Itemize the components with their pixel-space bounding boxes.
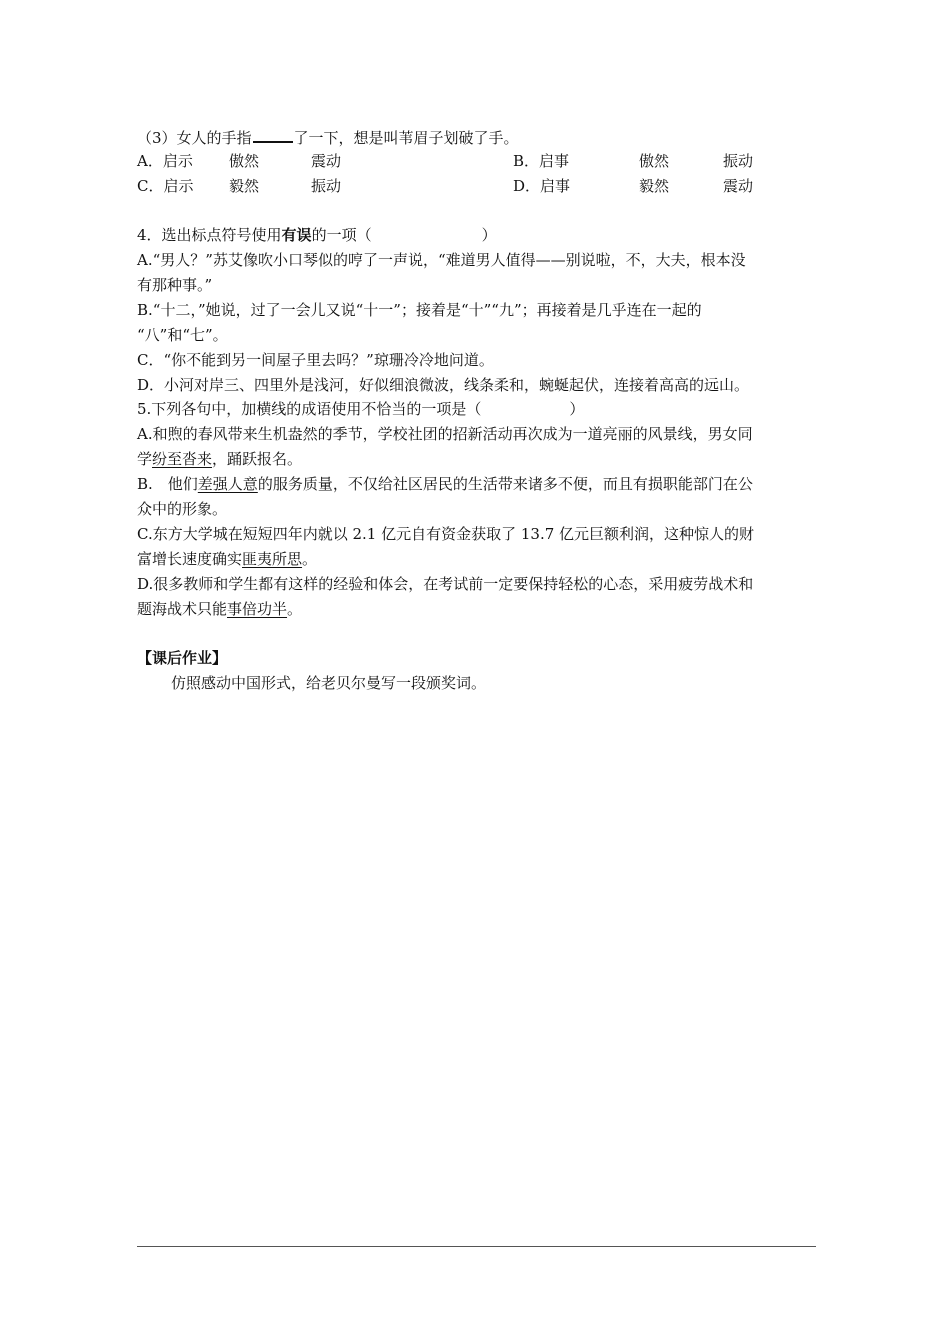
underlined-idiom: 差强人意 bbox=[197, 475, 258, 493]
q5-option-b-line2: 众中的形象。 bbox=[137, 500, 228, 518]
option-d-word1: D．启事 bbox=[513, 177, 571, 195]
q4-option-a-line2: 有那种事。” bbox=[137, 276, 213, 294]
homework-heading: 【课后作业】 bbox=[137, 649, 228, 667]
underlined-idiom: 匪夷所思 bbox=[242, 550, 303, 568]
q4-option-b-line1: B.“十二，”她说，过了一会儿又说“十一”；接着是“十”“九”；再接着是几乎连在一起的 bbox=[137, 301, 702, 319]
q5-option-c-line1: C.东方大学城在短短四年内就以 2.1 亿元自有资金获取了 13.7 亿元巨额利润，这种惊人的财 bbox=[137, 525, 755, 543]
option-b-word1: B．启事 bbox=[513, 152, 570, 170]
option-a-word2: 傲然 bbox=[229, 152, 260, 170]
option-b-word3: 振动 bbox=[723, 152, 754, 170]
q5-option-a-line2: 学纷至沓来，踊跃报名。 bbox=[137, 450, 303, 468]
q5-option-b-line1: B. 他们差强人意的服务质量，不仅给社区居民的生活带来诸多不便，而且有损职能部门在公 bbox=[137, 475, 753, 493]
option-d-word3: 震动 bbox=[723, 177, 754, 195]
q5-option-d-line2: 题海战术只能事倍功半。 bbox=[137, 600, 303, 618]
q5-option-c-line2: 富增长速度确实匪夷所思。 bbox=[137, 550, 318, 568]
option-c-word1: C．启示 bbox=[137, 177, 194, 195]
q4-option-a-line1: A.“男人？”苏艾像吹小口琴似的哼了一声说，“难道男人值得——别说啦，不，大夫，根本没 bbox=[137, 251, 746, 269]
option-d-word2: 毅然 bbox=[639, 177, 670, 195]
option-c-word2: 毅然 bbox=[229, 177, 260, 195]
answer-blank bbox=[253, 127, 293, 143]
homework-text: 仿照感动中国形式，给老贝尔曼写一段颁奖词。 bbox=[171, 674, 487, 692]
footer-divider bbox=[137, 1246, 816, 1247]
q4-option-c: C．“你不能到另一间屋子里去吗？”琼珊冷冷地问道。 bbox=[137, 351, 494, 369]
underlined-idiom: 纷至沓来 bbox=[152, 450, 213, 468]
q5-stem: 5.下列各句中，加横线的成语使用不恰当的一项是（ ） bbox=[137, 400, 585, 418]
q4-stem: 4．选出标点符号使用有误的一项（ ） bbox=[137, 226, 497, 244]
q4-option-d: D．小河对岸三、四里外是浅河，好似细浪微波，线条柔和，蜿蜒起伏，连接着高高的远山。 bbox=[137, 376, 750, 394]
q3-stem: （3）女人的手指 了一下，想是叫苇眉子划破了手。 bbox=[137, 129, 519, 147]
emphasis-text: 有误 bbox=[281, 226, 312, 244]
option-b-word2: 傲然 bbox=[639, 152, 670, 170]
underlined-idiom: 事倍功半 bbox=[227, 600, 288, 618]
option-a-word3: 震动 bbox=[311, 152, 342, 170]
q4-option-b-line2: “八”和“七”。 bbox=[137, 326, 228, 344]
option-a-word1: A．启示 bbox=[137, 152, 193, 170]
q5-option-d-line1: D.很多教师和学生都有这样的经验和体会，在考试前一定要保持轻松的心态，采用疲劳战术和 bbox=[137, 575, 754, 593]
option-c-word3: 振动 bbox=[311, 177, 342, 195]
q5-option-a-line1: A.和煦的春风带来生机盎然的季节，学校社团的招新活动再次成为一道亮丽的风景线，男女同 bbox=[137, 425, 753, 443]
